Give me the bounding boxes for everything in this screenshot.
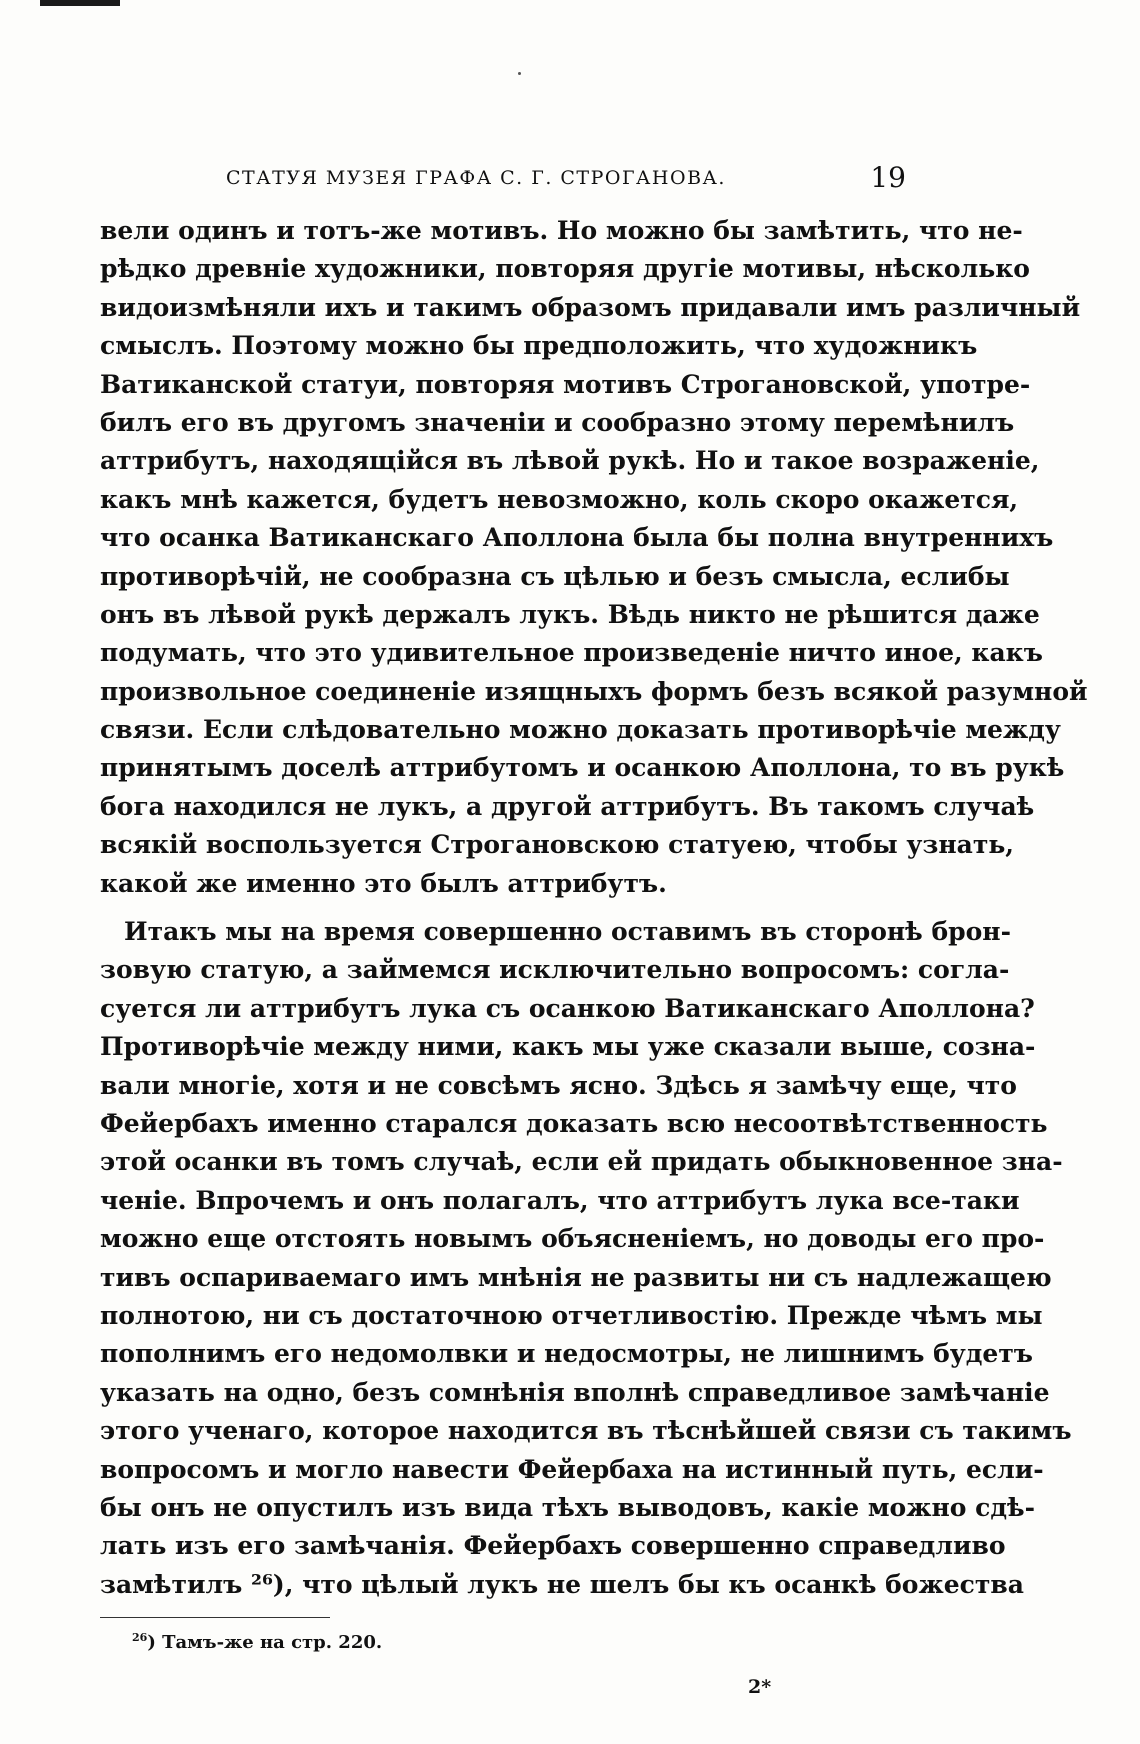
scan-edge-mark (40, 0, 120, 6)
footnote-text: ) Тамъ-же на стр. 220. (147, 1632, 383, 1653)
text-line: билъ его въ другомъ значеніи и сообразно этому перемѣнилъ (100, 407, 1015, 437)
text-line: этого ученаго, которое находится въ тѣснѣйшей связи съ такимъ (100, 1416, 1072, 1446)
text-line: вопросомъ и могло навести Фейербаха на истинный путь, если- (100, 1454, 1044, 1484)
page-number: 19 (870, 161, 906, 194)
text-line: замѣтилъ ²⁶), что цѣлый лукъ не шелъ бы къ осанкѣ божества (100, 1569, 1024, 1599)
text-line: связи. Если слѣдовательно можно доказать противорѣчіе между (100, 715, 1061, 745)
text-line: произвольное соединеніе изящныхъ формъ безъ всякой разумной (100, 676, 1088, 706)
text-line: рѣдко древніе художники, повторяя другіе мотивы, нѣсколько (100, 254, 1030, 284)
text-line: вели одинъ и тотъ-же мотивъ. Но можно бы замѣтить, что не- (100, 216, 1023, 245)
text-line: какъ мнѣ кажется, будетъ невозможно, коль скоро окажется, (100, 484, 1019, 514)
scan-speck (518, 72, 521, 75)
footnote (132, 1624, 382, 1657)
text-line: Фейербахъ именно старался доказать всю несоотвѣтственность (100, 1108, 1048, 1138)
text-line: противорѣчій, не сообразна съ цѣлью и безъ смысла, еслибы (100, 561, 1010, 591)
footnote-rule (100, 1617, 330, 1618)
text-line: смыслъ. Поэтому можно бы предположить, что художникъ (100, 331, 978, 361)
signature-mark: 2* (748, 1676, 772, 1698)
running-head (226, 158, 906, 198)
text-line: всякій воспользуется Строгановскою статуею, чтобы узнать, (100, 830, 1015, 860)
text-line: онъ въ лѣвой рукѣ держалъ лукъ. Вѣдь никто не рѣшится даже (100, 599, 1040, 629)
text-line: ченіе. Впрочемъ и онъ полагалъ, что аттрибутъ лука все-таки (100, 1185, 1020, 1215)
text-line: зовую статую, а займемся исключительно вопросомъ: согла- (100, 955, 1010, 985)
text-line: что осанка Ватиканскаго Аполлона была бы полна внутреннихъ (100, 523, 1054, 553)
paragraph-1 (100, 212, 1088, 903)
text-line: вали многіе, хотя и не совсѣмъ ясно. Здѣсь я замѣчу еще, что (100, 1070, 1017, 1100)
text-line: пополнимъ его недомолвки и недосмотры, не лишнимъ будетъ (100, 1339, 1033, 1369)
text-line: подумать, что это удивительное произведеніе ничто иное, какъ (100, 638, 1043, 668)
text-line: лать изъ его замѣчанія. Фейербахъ совершенно справедливо (100, 1531, 1006, 1561)
text-line: аттрибутъ, находящійся въ лѣвой рукѣ. Но и такое возраженіе, (100, 446, 1040, 476)
text-line: указать на одно, безъ сомнѣнія вполнѣ справедливое замѣчаніе (100, 1377, 1050, 1407)
text-line: можно еще отстоять новымъ объясненіемъ, но доводы его про- (100, 1224, 1045, 1254)
footnote-marker: 26 (132, 1631, 148, 1644)
text-line: суется ли аттрибутъ лука съ осанкою Ватиканскаго Аполлона? (100, 993, 1035, 1023)
paragraph-2 (100, 913, 1072, 1604)
text-line: видоизмѣняли ихъ и такимъ образомъ придавали имъ различный (100, 292, 1081, 322)
text-line: Итакъ мы на время совершенно оставимъ въ сторонѣ брон- (124, 917, 1011, 947)
text-line: тивъ оспариваемаго имъ мнѣнія не развиты ни съ надлежащею (100, 1262, 1052, 1292)
running-title: СТАТУЯ МУЗЕЯ ГРАФА С. Г. СТРОГАНОВА. (226, 167, 726, 189)
text-line: принятымъ доселѣ аттрибутомъ и осанкою Аполлона, то въ рукѣ (100, 753, 1065, 783)
text-line: бога находился не лукъ, а другой аттрибутъ. Въ такомъ случаѣ (100, 791, 1035, 821)
text-line: Ватиканской статуи, повторяя мотивъ Строгановской, употре- (100, 369, 1031, 399)
text-line: Противорѣчіе между ними, какъ мы уже сказали выше, созна- (100, 1032, 1036, 1062)
text-line: какой же именно это былъ аттрибутъ. (100, 868, 667, 898)
text-line: этой осанки въ томъ случаѣ, если ей придать обыкновенное зна- (100, 1147, 1063, 1177)
body-text (100, 212, 1088, 1604)
text-line: бы онъ не опустилъ изъ вида тѣхъ выводовъ, какіе можно сдѣ- (100, 1492, 1035, 1522)
text-line: полнотою, ни съ достаточною отчетливостію. Прежде чѣмъ мы (100, 1300, 1043, 1330)
paragraph-gap (100, 903, 912, 913)
